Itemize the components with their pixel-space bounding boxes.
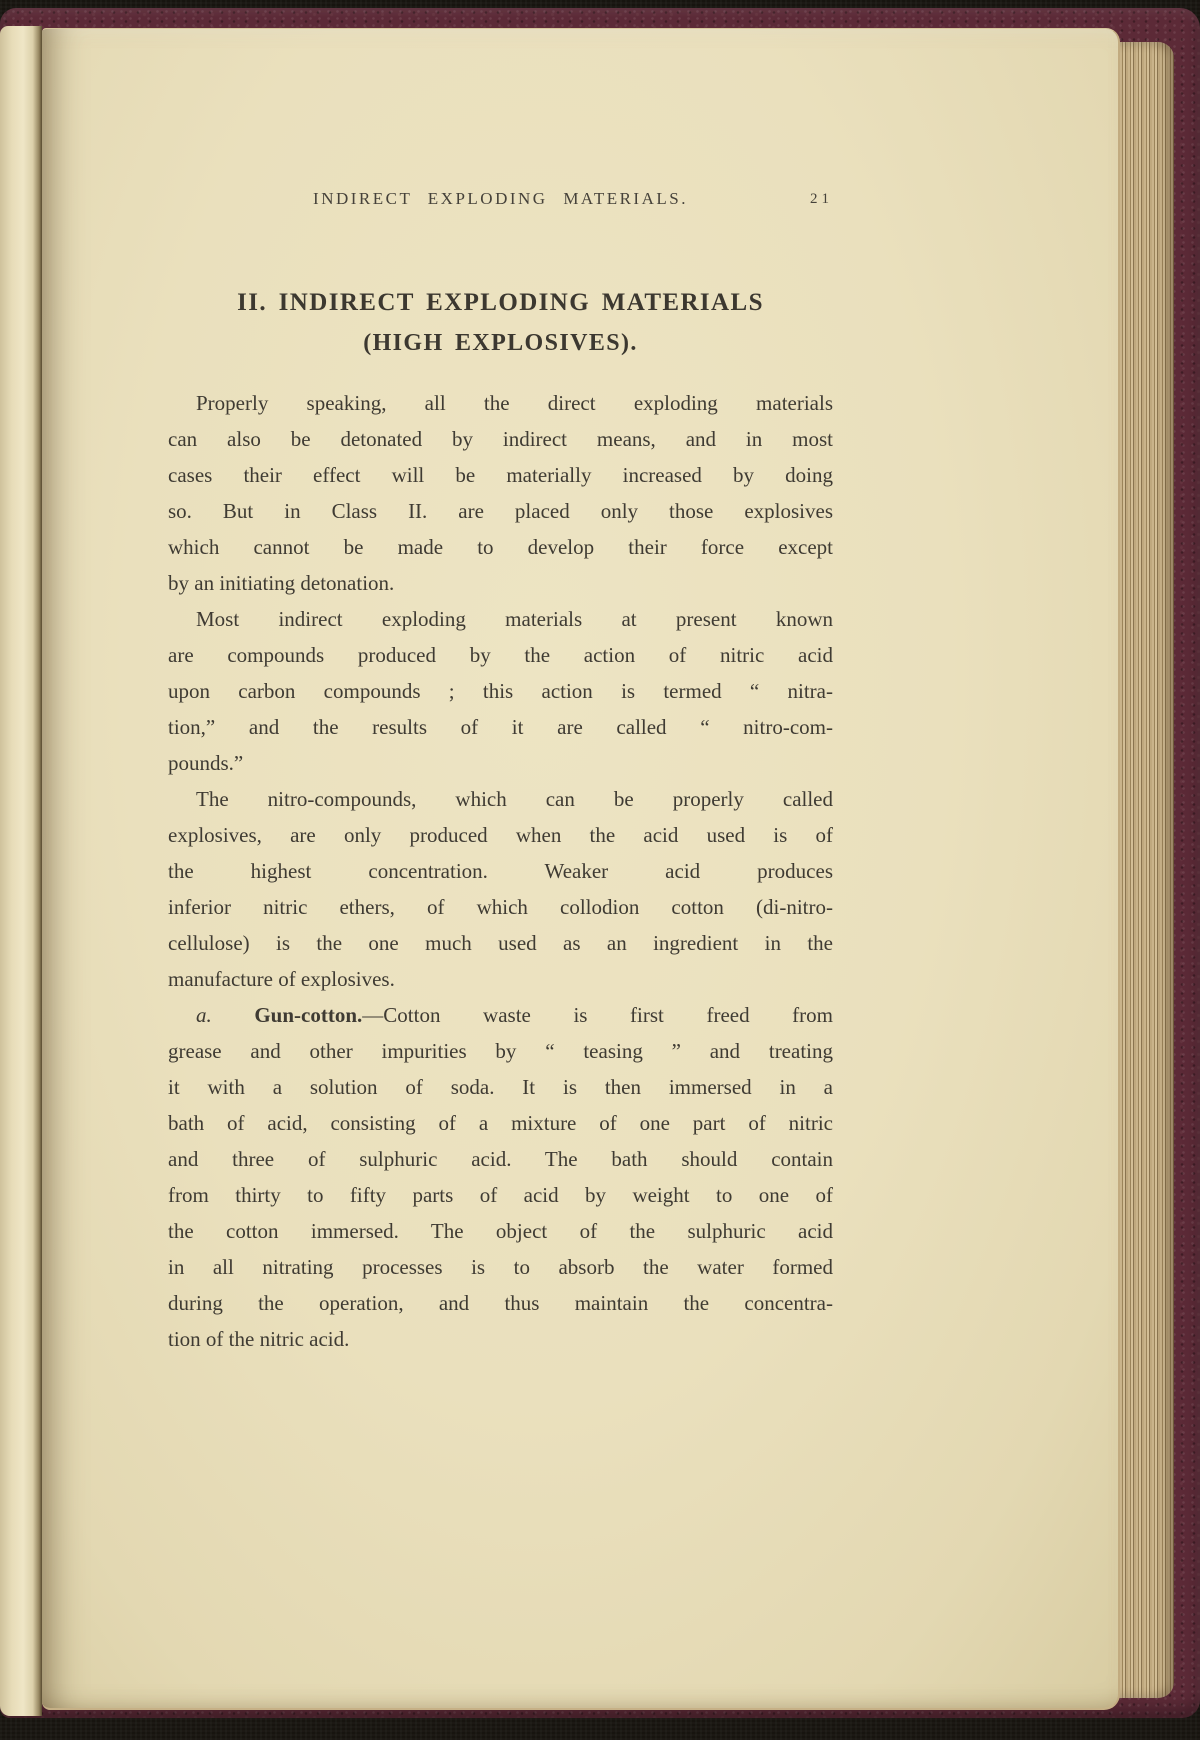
running-header-title: INDIRECT EXPLODING MATERIALS. <box>313 189 688 208</box>
text-line: Most indirect exploding materials at present known <box>196 607 833 631</box>
page-edge-stack <box>1112 42 1174 1698</box>
text-line: explosives, are only produced when the acid used is of <box>168 823 833 847</box>
text-line: tion of the nitric acid. <box>168 1327 350 1351</box>
paragraph <box>168 385 833 601</box>
text-line: cellulose) is the one much used as an ingredient in the <box>168 931 833 955</box>
text-line: tion,” and the results of it are called “ nitro-com- <box>168 715 833 739</box>
text-line: are compounds produced by the action of nitric acid <box>168 643 833 667</box>
text-line: the highest concentration. Weaker acid produces <box>168 859 833 883</box>
page-number: 21 <box>810 191 833 207</box>
text-line: it with a solution of soda. It is then immersed in a <box>168 1075 833 1099</box>
book-page <box>42 28 1120 1710</box>
text-line: upon carbon compounds ; this action is termed “ nitra- <box>168 679 833 703</box>
text-line: and three of sulphuric acid. The bath should contain <box>168 1147 833 1171</box>
text-line: a. Gun-cotton.—Cotton waste is first freed from <box>196 1003 833 1027</box>
text-line: can also be detonated by indirect means, and in most <box>168 427 833 451</box>
text-line: which cannot be made to develop their force except <box>168 535 833 559</box>
chapter-heading <box>168 287 833 359</box>
text-line: from thirty to fifty parts of acid by weight to one of <box>168 1183 833 1207</box>
text-line: Properly speaking, all the direct exploding materials <box>196 391 833 415</box>
text-line: The nitro-compounds, which can be properly called <box>196 787 833 811</box>
text-line: in all nitrating processes is to absorb the water formed <box>168 1255 833 1279</box>
text-line: cases their effect will be materially increased by doing <box>168 463 833 487</box>
paragraph <box>168 997 833 1357</box>
chapter-heading-line2: (HIGH EXPLOSIVES). <box>363 330 638 356</box>
text-line: during the operation, and thus maintain the concentra- <box>168 1291 833 1315</box>
text-line: by an initiating detonation. <box>168 571 395 595</box>
text-line: pounds.” <box>168 751 244 775</box>
paragraph <box>168 781 833 997</box>
chapter-heading-line1: II. INDIRECT EXPLODING MATERIALS <box>237 289 764 316</box>
page-body <box>168 385 833 1357</box>
gutter-page-curl <box>0 26 42 1716</box>
text-line: the cotton immersed. The object of the sulphuric acid <box>168 1219 833 1243</box>
running-header <box>168 189 833 213</box>
text-line: manufacture of explosives. <box>168 967 395 991</box>
text-line: bath of acid, consisting of a mixture of one part of nitric <box>168 1111 833 1135</box>
paragraph <box>168 601 833 781</box>
text-line: so. But in Class II. are placed only those explosives <box>168 499 833 523</box>
text-line: inferior nitric ethers, of which collodion cotton (di-nitro- <box>168 895 833 919</box>
text-line: grease and other impurities by “ teasing ” and treating <box>168 1039 833 1063</box>
